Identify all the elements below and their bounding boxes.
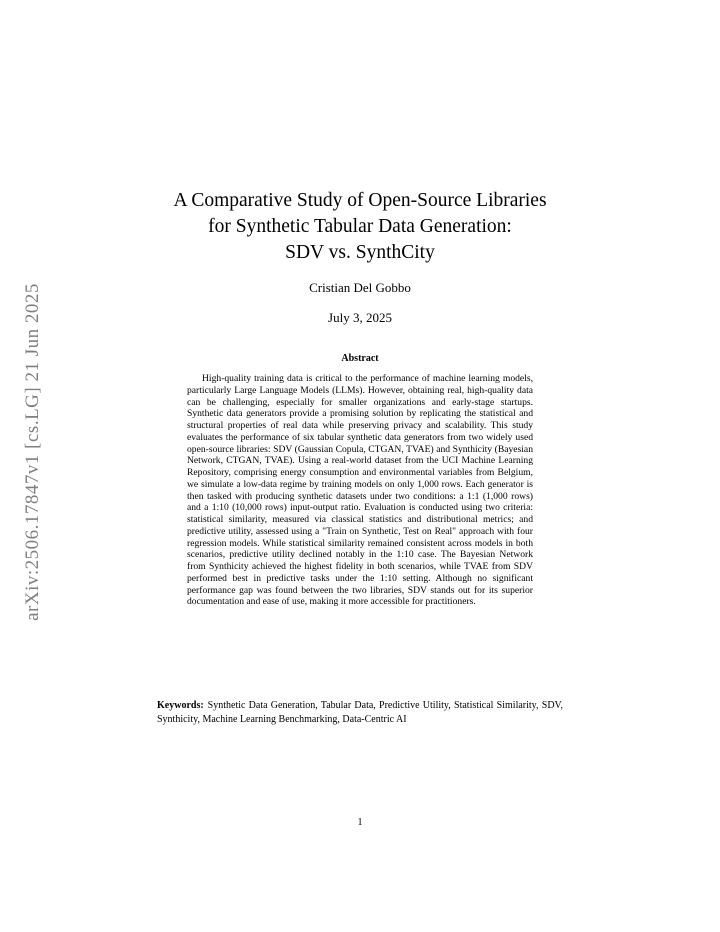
title-line: SDV vs. SynthCity xyxy=(285,242,435,263)
publication-date: July 3, 2025 xyxy=(328,310,392,325)
author-name: Cristian Del Gobbo xyxy=(309,280,411,295)
abstract-text: High-quality training data is critical to the performance of machine learning models, particularly Large Language Models (LLMs). However, obtaining real, high-quality data can be challenging, especially for smaller organizations and early-stage startups. Synthetic data generators provide a promising solution by replicating the statistical and structural properties of real data while preserving privacy and scalability. This study evaluates the performance of six tabular synthetic data generators from two widely used open-source libraries: SDV (Gaussian Copula, CTGAN, TVAE) and Synthicity (Bayesian Network, CTGAN, TVAE). Using a real-world dataset from the UCI Machine Learning Repository, comprising energy consumption and environmental variables from Belgium, we simulate a low-data regime by training models on only 1,000 rows. Each generator is then tasked with producing synthetic datasets under two conditions: a 1:1 (1,000 rows) and a 1:10 (10,000 rows) input-output ratio. Evaluation is conducted using two criteria: statistical similarity, measured via classical statistics and distributional metrics; and predictive utility, assessed using a "Train on Synthetic, Test on Real" approach with four regression models. While statistical similarity remained consistent across models in both scenarios, predictive utility declined notably in the 1:10 case. The Bayesian Network from Synthicity achieved the highest fidelity in both scenarios, while TVAE from SDV performed best in predictive tasks under the 1:10 setting. Although no significant performance gap was found between the two libraries, SDV stands out for its superior documentation and ease of use, making it more accessible for practitioners. xyxy=(187,373,533,608)
keywords-label: Keywords: xyxy=(157,700,204,711)
keywords-text: Synthetic Data Generation, Tabular Data, Predictive Utility, Statistical Similarity, SDV, Synthicity, Machine Learning Benchmarking, Data-Centric AI xyxy=(157,700,563,725)
keywords-section xyxy=(157,699,563,726)
title-line: for Synthetic Tabular Data Generation: xyxy=(208,216,512,237)
page-number: 1 xyxy=(357,817,363,828)
abstract-heading: Abstract xyxy=(341,353,379,364)
arxiv-identifier: arXiv:2506.17847v1 [cs.LG] 21 Jun 2025 xyxy=(22,283,43,621)
paper-title xyxy=(100,188,620,266)
title-line: A Comparative Study of Open-Source Libraries xyxy=(173,190,547,211)
